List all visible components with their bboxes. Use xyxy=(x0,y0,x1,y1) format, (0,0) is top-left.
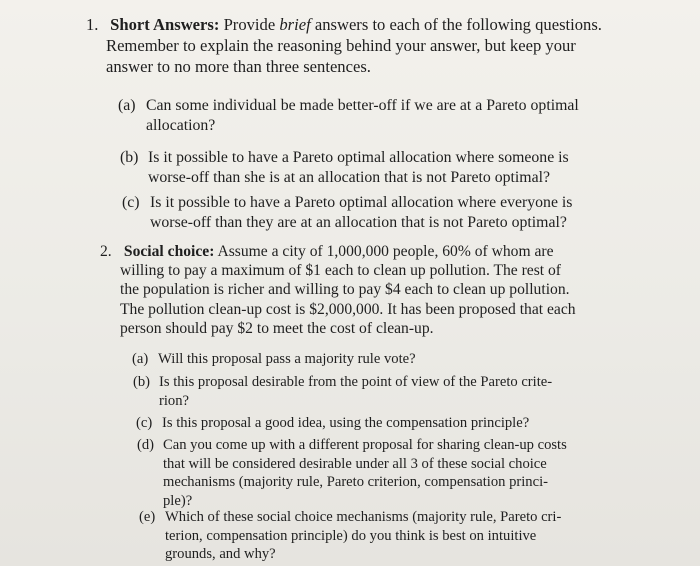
question-1b-label: (b) xyxy=(120,149,139,166)
question-1-line-1 xyxy=(86,14,626,35)
question-1c-line-2: worse-off than they are at an allocation that is not Pareto optimal? xyxy=(150,214,567,231)
question-1a-label: (a) xyxy=(118,97,136,114)
question-1-number: 1. xyxy=(86,15,99,34)
question-1-line-3: answer to no more than three sentences. xyxy=(106,57,371,76)
question-2-line-1 xyxy=(100,242,610,261)
question-1 xyxy=(86,14,626,77)
question-2d-label: (d) xyxy=(137,437,155,453)
question-1c xyxy=(122,193,612,233)
question-1b xyxy=(120,148,612,188)
question-2d xyxy=(137,436,599,510)
question-2c xyxy=(136,414,606,433)
question-1-intro-emphasis: brief xyxy=(279,15,311,34)
question-2b-line-1: Is this proposal desirable from the point of view of the Pareto crite- xyxy=(159,374,553,390)
question-2d-line-1: Can you come up with a different proposal for sharing clean-up costs xyxy=(163,437,567,453)
question-2b xyxy=(133,373,603,410)
question-1c-label: (c) xyxy=(122,194,140,211)
question-2c-label: (c) xyxy=(136,415,153,431)
question-2b-line-2: rion? xyxy=(159,392,189,409)
question-2c-line-1: Is this proposal a good idea, using the compensation principle? xyxy=(162,415,530,431)
question-2a-label: (a) xyxy=(132,351,149,367)
question-2-line-2: willing to pay a maximum of $1 each to clean up pollution. The rest of xyxy=(120,262,562,280)
question-1c-line-1: Is it possible to have a Pareto optimal allocation where everyone is xyxy=(150,194,573,211)
question-1-intro-b: answers to each of the following questions. xyxy=(314,15,602,34)
question-2a xyxy=(132,350,602,369)
question-2e-line-2: terion, compensation principle) do you think is best on intuitive xyxy=(165,527,537,544)
question-1-title: Short Answers: xyxy=(110,15,220,34)
question-1-intro-a: Provide xyxy=(223,15,276,34)
question-2b-label: (b) xyxy=(133,374,151,390)
question-2 xyxy=(100,242,610,338)
question-2e-line-3: grounds, and why? xyxy=(165,546,276,563)
question-1-line-2: Remember to explain the reasoning behind your answer, but keep your xyxy=(106,36,576,55)
question-1b-line-1: Is it possible to have a Pareto optimal allocation where someone is xyxy=(148,149,569,166)
question-2-title: Social choice: xyxy=(123,243,215,260)
question-2a-line-1: Will this proposal pass a majority rule vote? xyxy=(158,351,416,367)
question-2-number: 2. xyxy=(100,243,112,260)
question-1a xyxy=(118,96,618,136)
question-1a-line-1: Can some individual be made better-off if we are at a Pareto optimal xyxy=(146,97,579,114)
question-2e-label: (e) xyxy=(139,509,156,525)
question-2-line-4: The pollution clean-up cost is $2,000,000. It has been proposed that each xyxy=(120,300,576,318)
question-2d-line-3: mechanisms (majority rule, Pareto criterion, compensation princi- xyxy=(163,474,548,491)
question-2-line-5: person should pay $2 to meet the cost of clean-up. xyxy=(120,319,434,337)
question-2e-line-1: Which of these social choice mechanisms (majority rule, Pareto cri- xyxy=(165,509,562,525)
question-2d-line-2: that will be considered desirable under all 3 of these social choice xyxy=(163,455,547,472)
question-2-line-3: the population is richer and willing to pay $4 each to clean up pollution. xyxy=(120,281,570,299)
question-1a-line-2: allocation? xyxy=(146,117,216,134)
question-2-text-1: Assume a city of 1,000,000 people, 60% of whom are xyxy=(217,243,554,260)
question-2d-line-4: ple)? xyxy=(163,492,193,509)
question-2e xyxy=(139,508,601,564)
question-1b-line-2: worse-off than she is at an allocation that is not Pareto optimal? xyxy=(148,169,550,186)
